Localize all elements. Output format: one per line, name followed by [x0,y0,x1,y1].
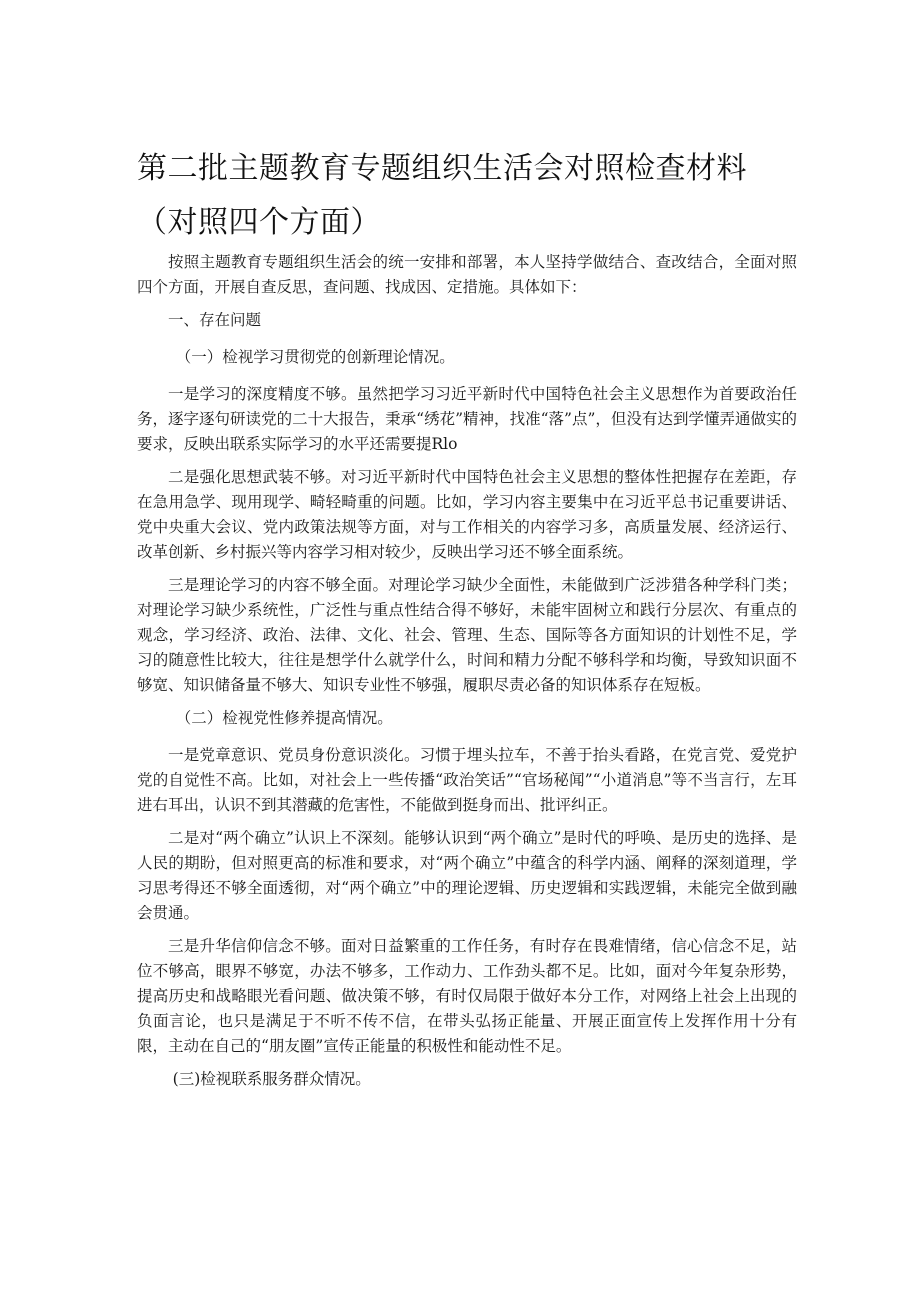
document-title: 第二批主题教育专题组织生活会对照检查材料（对照四个方面） [137,151,747,240]
subsection-heading-party-spirit: （二）检视党性修养提高情况。 [175,709,393,727]
paragraph-study-depth: 一是学习的深度精度不够。虽然把学习习近平新时代中国特色社会主义思想作为首要政治任务，逐字逐句研读党的二十大报告，秉承“绣花”精神，找准“落”点”，但没有达到学懂弄通做实的要求，反映出联系实际学习的水平还需要提Rlo [137,385,797,453]
subsection-heading-theory-study: （一）检视学习贯彻党的创新理论情况。 [175,348,455,366]
intro-paragraph: 按照主题教育专题组织生活会的统一安排和部署，本人坚持学做结合、查改结合，全面对照四个方面，开展自查反思，查问题、找成因、定措施。具体如下： [137,253,797,296]
paragraph-party-awareness: 一是党章意识、党员身份意识淡化。习惯于埋头拉车，不善于抬头看路，在党言党、爱党护党的自觉性不高。比如，对社会上一些传播“政治笑话”“官场秘闻”“小道消息”等不当言行，左耳进右耳出，认识不到其潜藏的危害性，不能做到挺身而出、批评纠正。 [137,746,797,814]
subsection-heading-serving-masses: (三)检视联系服务群众情况。 [172,1070,371,1088]
paragraph-thought-arming: 二是强化思想武装不够。对习近平新时代中国特色社会主义思想的整体性把握存在差距，存在急用急学、现用现学、畸轻畸重的问题。比如，学习内容主要集中在习近平总书记重要讲话、党中央重大会议、党内政策法规等方面，对与工作相关的内容学习多，高质量发展、经济运行、改革创新、乡村振兴等内容学习相对较少，反映出学习还不够全面系统。 [137,468,797,561]
paragraph-faith-belief: 三是升华信仰信念不够。面对日益繁重的工作任务，有时存在畏难情绪，信心信念不足，站位不够高，眼界不够宽，办法不够多，工作动力、工作劲头都不足。比如，面对今年复杂形势，提高历史和战略眼光看问题、做决策不够，有时仅局限于做好本分工作，对网络上社会上出现的负面言论，也只是满足于不听不传不信，在带头弘扬正能量、开展正面宣传上发挥作用十分有限，主动在自己的“朋友圈”宣传正能量的积极性和能动性不足。 [137,937,797,1055]
paragraph-two-establishments: 二是对“两个确立”认识上不深刻。能够认识到“两个确立”是时代的呼唤、是历史的选择、是人民的期盼，但对照更高的标准和要求，对“两个确立”中蕴含的科学内涵、阐释的深刻道理，学习思考得还不够全面透彻，对“两个确立”中的理论逻辑、历史逻辑和实践逻辑，未能完全做到融会贯通。 [137,829,797,922]
document-body [137,250,797,1100]
paragraph-study-content: 三是理论学习的内容不够全面。对理论学习缺少全面性，未能做到广泛涉猎各种学科门类；对理论学习缺少系统性，广泛性与重点性结合得不够好，未能牢固树立和践行分层次、有重点的观念，学习经济、政治、法律、文化、社会、管理、生态、国际等各方面知识的计划性不足，学习的随意性比较大，往往是想学什么就学什么，时间和精力分配不够科学和均衡，导致知识面不够宽、知识储备量不够大、知识专业性不够强，履职尽责必备的知识体系存在短板。 [137,576,797,694]
section-heading-problems: 一、存在问题 [168,311,262,329]
